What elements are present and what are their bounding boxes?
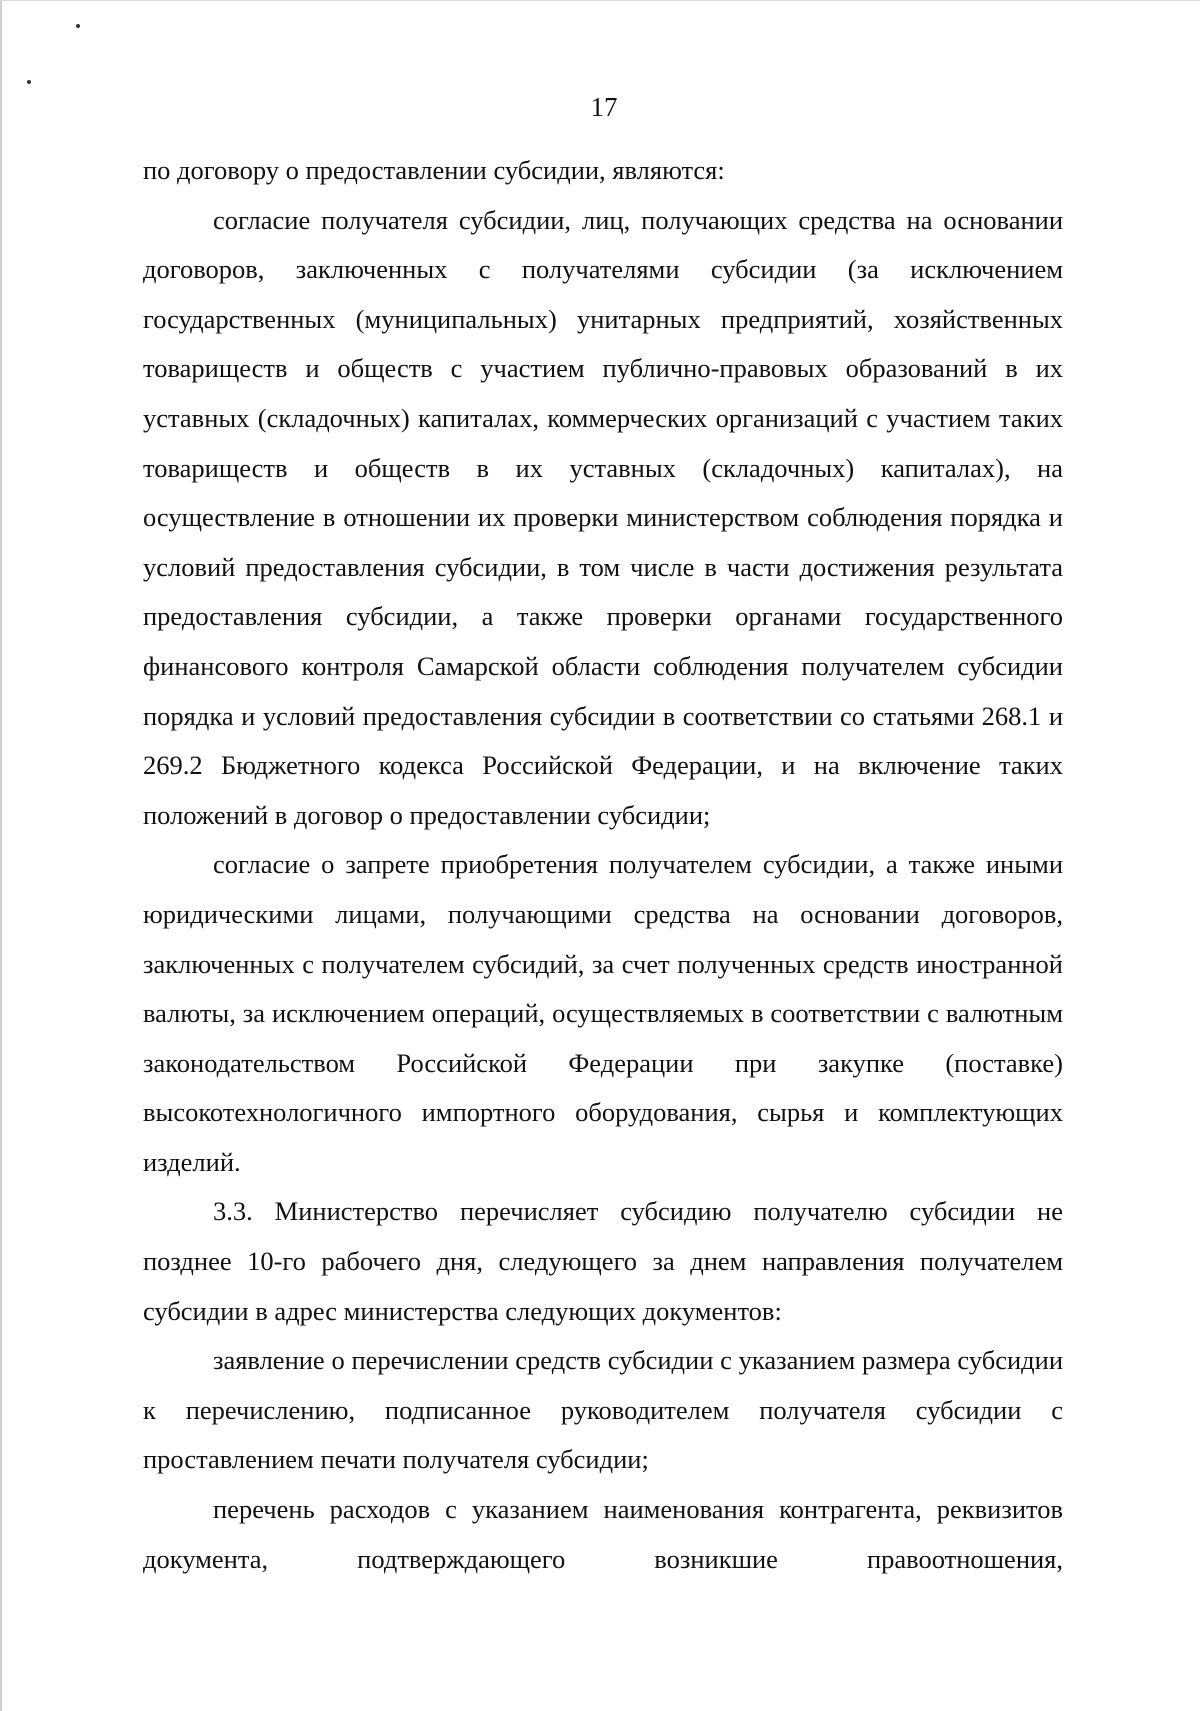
document-body: [143, 146, 1063, 1584]
paragraph: согласие получателя субсидии, лиц, получающих средства на основании договоров, заключенных с получателями субсидии (за исключением государственных (муниципальных) унитарных предприятий, хозяйственных товариществ и обществ с участием публично-правовых образований в их уставных (складочных) капиталах, коммерческих организаций с участием таких товариществ и обществ в их уставных (складочных) капиталах), на осуществление в отношении их проверки министерством соблюдения порядка и условий предоставления субсидии, в том числе в части достижения результата предоставления субсидии, а также проверки органами государственного финансового контроля Самарской области соблюдения получателем субсидии порядка и условий предоставления субсидии в соответствии со статьями 268.1 и 269.2 Бюджетного кодекса Российской Федерации, и на включение таких положений в договор о предоставлении субсидии;: [143, 204, 1063, 830]
paragraph: 3.3. Министерство перечисляет субсидию получателю субсидии не позднее 10-го рабочего дня, следующего за днем направления получателем субсидии в адрес министерства следующих документов:: [143, 1196, 1063, 1326]
paragraph: согласие о запрете приобретения получателем субсидии, а также иными юридическими лицами, получающими средства на основании договоров, заключенных с получателем субсидий, за счет полученных средств иностранной валюты, за исключением операций, осуществляемых в соответствии с валютным законодательством Российской Федерации при закупке (поставке) высокотехнологичного импортного оборудования, сырья и комплектующих изделий.: [143, 849, 1063, 1177]
page-number: 17: [590, 92, 618, 122]
scan-edge: [0, 0, 2, 1711]
paragraph: перечень расходов с указанием наименования контрагента, реквизитов документа, подтверждающего возникшие правоотношения,: [143, 1494, 1063, 1574]
paragraph: по договору о предоставлении субсидии, являются:: [143, 155, 725, 185]
scan-speck: [76, 24, 80, 28]
scan-edge-top: [0, 0, 1200, 1]
scan-speck: [27, 80, 31, 84]
paragraph: заявление о перечислении средств субсидии с указанием размера субсидии к перечислению, подписанное руководителем получателя субсидии с проставлением печати получателя субсидии;: [143, 1345, 1063, 1475]
